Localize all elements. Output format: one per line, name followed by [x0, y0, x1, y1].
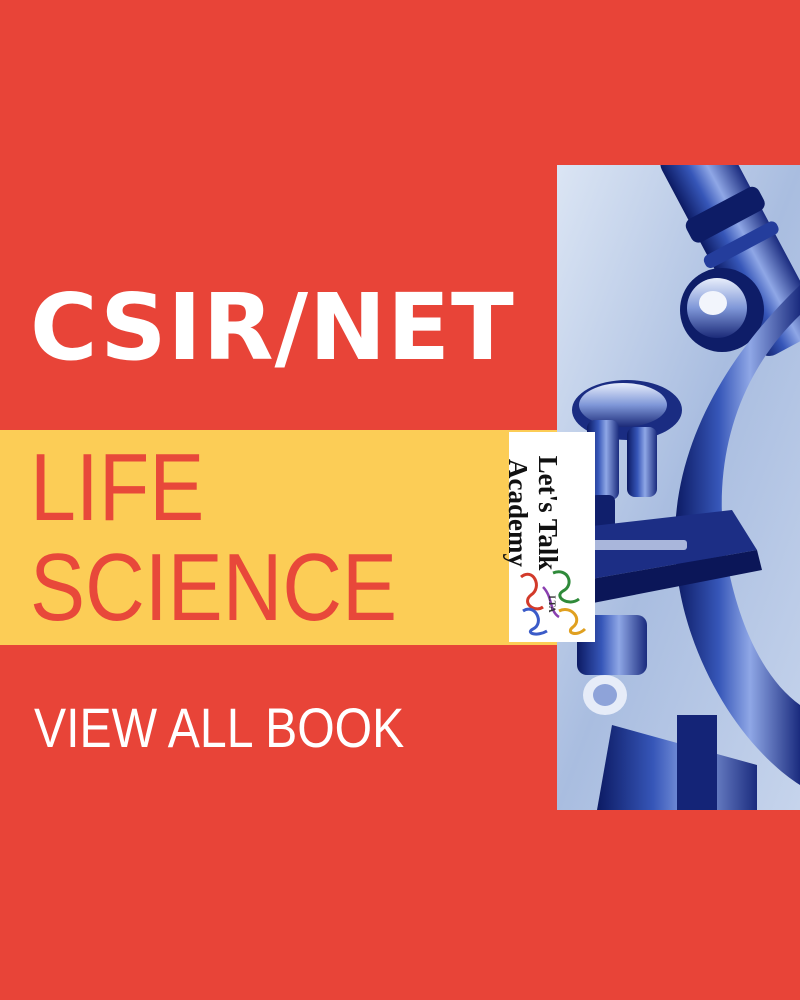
logo-line-2: Academy	[503, 459, 533, 567]
academy-logo	[503, 432, 595, 642]
subject-line-2: SCIENCE	[30, 534, 398, 641]
view-all-book-link[interactable]: VIEW ALL BOOK	[34, 696, 405, 759]
logo-emblem-text: LTA	[547, 595, 557, 613]
subject-line-1: LIFE	[30, 434, 205, 541]
logo-line-1: Let's Talk	[533, 455, 563, 571]
headline: CSIR/NET	[30, 274, 515, 381]
protein-emblem-icon	[513, 567, 591, 637]
logo-wordmark	[479, 438, 563, 588]
